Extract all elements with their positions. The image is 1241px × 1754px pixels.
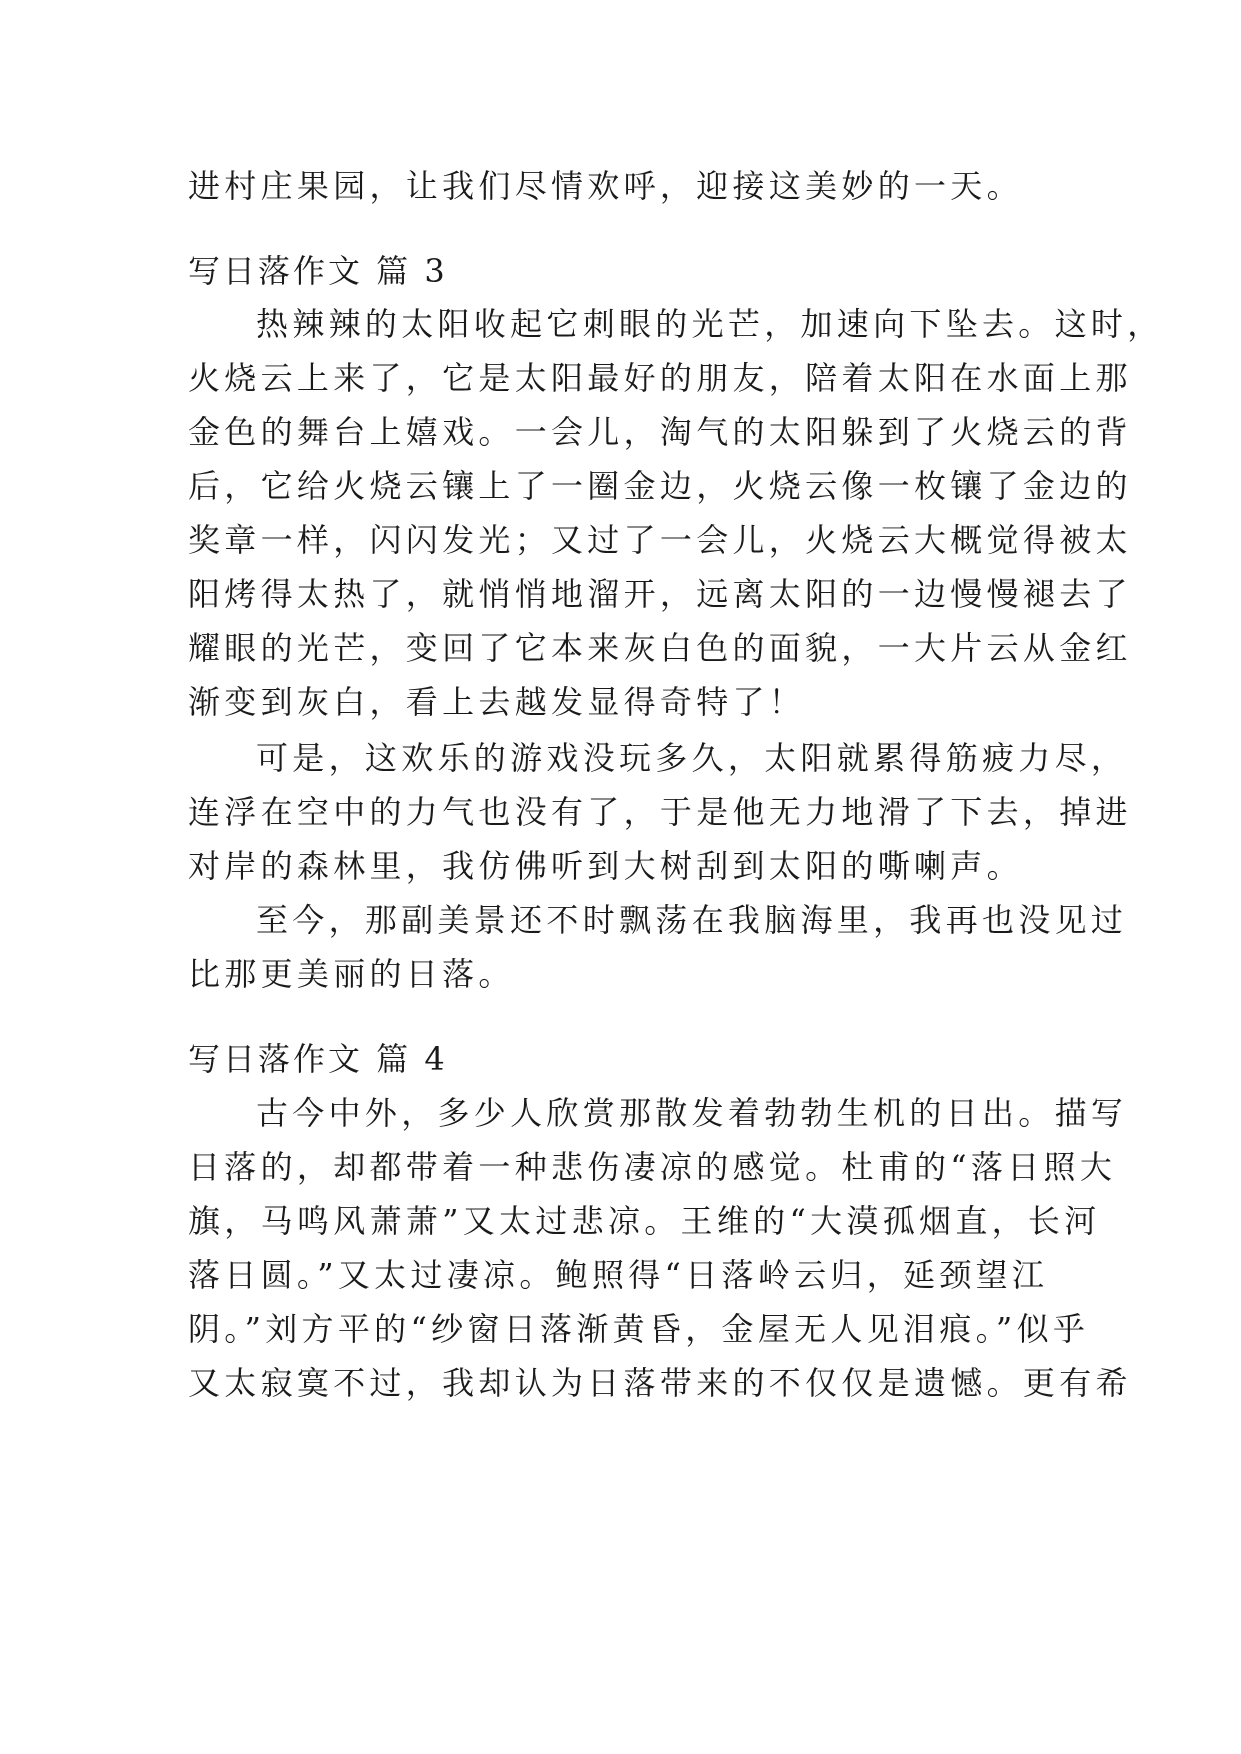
paragraph-line: 比那更美丽的日落。 (188, 955, 515, 993)
paragraph-line: 奖章一样，闪闪发光；又过了一会儿，火烧云大概觉得被太 (188, 521, 1132, 559)
paragraph-line: 阳烤得太热了，就悄悄地溜开，远离太阳的一边慢慢褪去了 (188, 575, 1132, 613)
paragraph-line: 耀眼的光芒，变回了它本来灰白色的面貌，一大片云从金红 (188, 629, 1132, 667)
paragraph-line: 对岸的森林里，我仿佛听到大树刮到太阳的嘶喇声。 (188, 847, 1023, 885)
paragraph-line: 古今中外，多少人欣赏那散发着勃勃生机的日出。描写 (256, 1094, 1128, 1132)
section-heading-3: 写日落作文 篇 3 (188, 252, 448, 290)
paragraph-line: 又太寂寞不过，我却认为日落带来的不仅仅是遗憾。更有希 (188, 1364, 1132, 1402)
paragraph-line: 金色的舞台上嬉戏。一会儿，淘气的太阳躲到了火烧云的背 (188, 413, 1132, 451)
paragraph-line: 阴。”刘方平的“纱窗日落渐黄昏，金屋无人见泪痕。”似乎 (188, 1310, 1090, 1348)
paragraph-line: 落日圆。”又太过凄凉。鲍照得“日落岭云归，延颈望江 (188, 1256, 1049, 1294)
paragraph-line: 热辣辣的太阳收起它刺眼的光芒，加速向下坠去。这时， (256, 305, 1164, 343)
paragraph-line: 可是，这欢乐的游戏没玩多久，太阳就累得筋疲力尽， (256, 739, 1128, 777)
paragraph-line: 旗，马鸣风萧萧”又太过悲凉。王维的“大漠孤烟直，长河 (188, 1202, 1101, 1240)
paragraph-line: 火烧云上来了，它是太阳最好的朋友，陪着太阳在水面上那 (188, 359, 1132, 397)
section-heading-4: 写日落作文 篇 4 (188, 1040, 448, 1078)
paragraph-line: 连浮在空中的力气也没有了，于是他无力地滑了下去，掉进 (188, 793, 1132, 831)
paragraph-line: 至今，那副美景还不时飘荡在我脑海里，我再也没见过 (256, 901, 1128, 939)
paragraph-line: 渐变到灰白，看上去越发显得奇特了！ (188, 683, 806, 721)
paragraph-line: 日落的，却都带着一种悲伤凄凉的感觉。杜甫的“落日照大 (188, 1148, 1117, 1186)
continuation-line: 进村庄果园，让我们尽情欢呼，迎接这美妙的一天。 (188, 167, 1023, 205)
paragraph-line: 后，它给火烧云镶上了一圈金边，火烧云像一枚镶了金边的 (188, 467, 1132, 505)
